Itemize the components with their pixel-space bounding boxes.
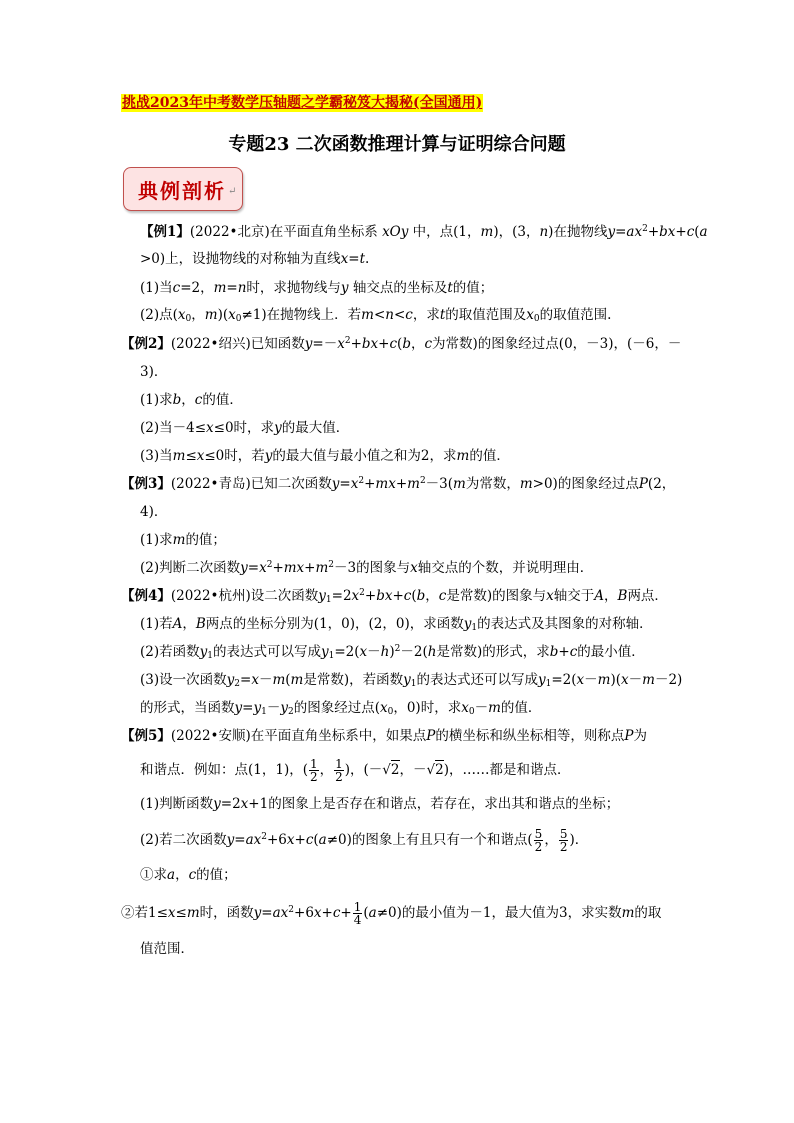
series-title: 挑战2023年中考数学压轴题之学霸秘笈大揭秘(全国通用) (122, 95, 483, 111)
section-badge (123, 167, 243, 211)
example-4-line-3: (2)若函数$y_1$的表达式可以写成$y_1=2(x-h)^2-2(h$是常数)的形式，求b+c的最小值． (140, 644, 645, 661)
example-2-line-5: (3)当m≤x≤0时，若y的最大值与最小值之和为2，求m的值． (140, 448, 510, 464)
example-2-line-3: (1)求b，c的值． (140, 392, 243, 408)
example-2-line-2: 3)． (140, 364, 168, 380)
example-5-line-1: 【例5】(2022•安顺)在平面直角坐标系中，如果点P的横坐标和纵坐标相等，则称点P为 (121, 728, 647, 744)
page-title: 专题23 二次函数推理计算与证明综合问题 (228, 134, 566, 155)
example-5-line-3: (1)判断函数y=2x+1的图象上是否存在和谐点，若存在，求出其和谐点的坐标； (140, 796, 620, 812)
example-4-line-5: 的形式，当函数$y=y_1-y_2$的图象经过点($x_0$，0)时，求$x_0-m$的值． (140, 700, 542, 717)
example-3-line-1: 【例3】(2022•青岛)已知二次函数$y=x^2+mx+m^2-3(m$为常数，m>0)的图象经过点P(2， (121, 476, 676, 492)
example-1-line-3: (1)当c=2，m=n时，求抛物线与y 轴交点的坐标及t的值； (140, 280, 494, 296)
example-5-line-2: 和谐点．例如：点(1，1)，( $\frac{1}{2}$ ， $\frac{1}{2}$ )，(－√2，－√2)，……都是和谐点． (140, 757, 571, 784)
section-badge-label: 典例剖析 (138, 179, 226, 203)
return-mark-icon: ↵ (228, 186, 237, 197)
example-2-line-1: 【例2】(2022•绍兴)已知函数$y=-x^2+bx+c(b$，c为常数)的图象经过点(0，－3)，(－6，－ (121, 336, 682, 352)
example-1-line-2: >0)上，设抛物线的对称轴为直线x=t. (140, 251, 370, 267)
example-4-line-1: 【例4】(2022•杭州)设二次函数$y_1=2x^2+bx+c(b$，c是常数)的图象与x轴交于A，B两点． (121, 588, 668, 605)
example-1-line-1: 【例1】(2022•北京)在平面直角坐标系 xOy 中，点(1，m)，(3，n)在抛物线$y=ax^2+bx+c(a$ (140, 224, 708, 240)
example-3-line-3: (1)求m的值； (140, 532, 226, 548)
example-1-line-4: (2)点($x_0$，$m)(x_0\ne 1)$在抛物线上．若m<n<c，求t的取值范围及$x_0$的取值范围. (140, 307, 612, 324)
example-5-line-5: ①求a，c的值； (140, 867, 237, 883)
example-5-line-7: 值范围． (140, 941, 194, 957)
example-5-line-4: (2)若二次函数$y=ax^2+6x+c(a\ne 0)$的图象上有且只有一个和谐点( $\frac{5}{2}$ ， $\frac{5}{2}$ )． (140, 827, 589, 854)
example-3-line-4: (2)判断二次函数$y=x^2+mx+m^2-3$的图象与x轴交点的个数，并说明理由． (140, 560, 594, 576)
example-5-line-6: ②若1≤x≤m时，函数$y=ax^2+6x+c+$ $\frac{1}{4}$ (a≠0)的最小值为－1，最大值为3，求实数m的取 (121, 900, 662, 927)
example-3-line-2: 4)． (140, 504, 168, 520)
example-2-line-4: (2)当－4≤x≤0时，求y的最大值． (140, 420, 350, 436)
example-4-line-2: (1)若A，B两点的坐标分别为(1，0)，(2，0)，求函数$y_1$的表达式及其图象的对称轴． (140, 616, 653, 633)
example-4-line-4: (3)设一次函数$y_2=x-m(m$是常数)，若函数$y_1$的表达式还可以写成$y_1=2(x-m)(x-m-2)$ (140, 672, 683, 689)
